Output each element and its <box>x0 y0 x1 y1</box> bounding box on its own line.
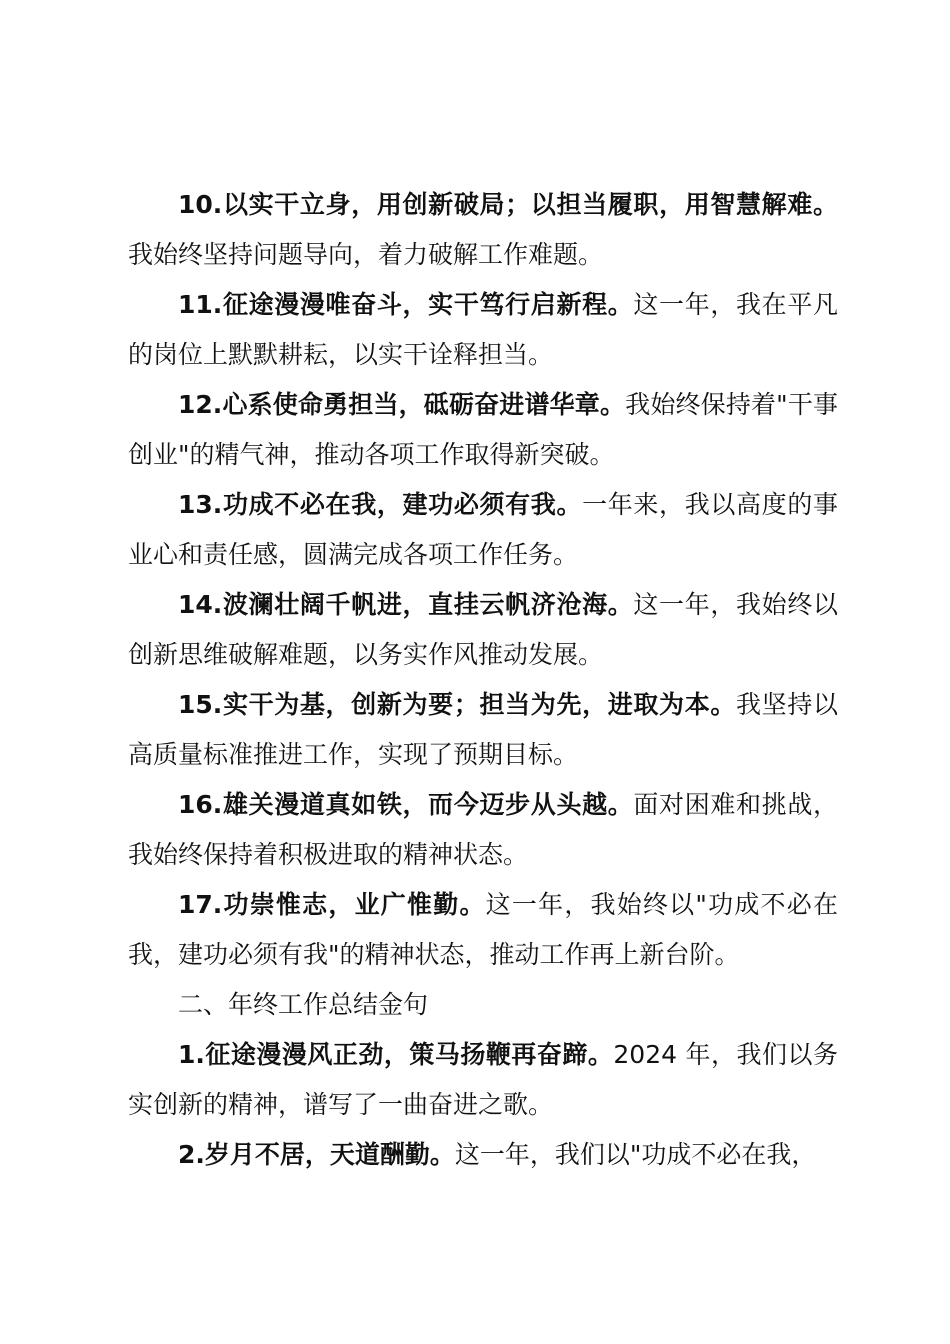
paragraph-12 <box>128 380 838 480</box>
paragraph-14 <box>128 580 838 680</box>
paragraph-text: 我坚持以高质量标准推进工作，实现了预期目标。 <box>128 690 838 769</box>
paragraph-13 <box>128 480 838 580</box>
paragraph-lead: 12.心系使命勇担当，砥砺奋进谱华章。 <box>178 390 626 419</box>
paragraph-lead: 16.雄关漫道真如铁，而今迈步从头越。 <box>178 790 634 819</box>
section-heading: 二、年终工作总结金句 <box>178 990 429 1019</box>
document-body <box>128 180 838 1180</box>
paragraph-lead: 2.岁月不居，天道酬勤。 <box>178 1140 455 1169</box>
paragraph-lead: 11.征途漫漫唯奋斗，实干笃行启新程。 <box>178 290 634 319</box>
paragraph-lead: 14.波澜壮阔千帆进，直挂云帆济沧海。 <box>178 590 634 619</box>
paragraph-text: 这一年，我们以"功成不必在我， <box>454 1140 817 1169</box>
paragraph-text: 我始终保持着"干事创业"的精气神，推动各项工作取得新突破。 <box>128 390 839 469</box>
paragraph-text: 2024 年，我们以务实创新的精神，谱写了一曲奋进之歌。 <box>128 1040 838 1119</box>
paragraph-text: 这一年，我始终以创新思维破解难题，以务实作风推动发展。 <box>128 590 838 669</box>
paragraph-lead: 15.实干为基，创新为要；担当为先，进取为本。 <box>178 690 737 719</box>
paragraph-11 <box>128 280 838 380</box>
paragraph-lead: 17.功崇惟志，业广惟勤。 <box>178 890 486 919</box>
paragraph-text: 面对困难和挑战，我始终保持着积极进取的精神状态。 <box>128 790 838 869</box>
section-paragraph-2 <box>128 1130 838 1180</box>
paragraph-17 <box>128 880 838 980</box>
paragraph-16 <box>128 780 838 880</box>
paragraph-text: 这一年，我在平凡的岗位上默默耕耘，以实干诠释担当。 <box>128 290 838 369</box>
paragraph-lead: 10.以实干立身，用创新破局；以担当履职，用智慧解难。 <box>178 190 838 219</box>
paragraph-text: 一年来，我以高度的事业心和责任感，圆满完成各项工作任务。 <box>128 490 838 569</box>
section-paragraph-1 <box>128 1030 838 1130</box>
paragraph-lead: 1.征途漫漫风正劲，策马扬鞭再奋蹄。 <box>178 1040 614 1069</box>
paragraph-text: 我始终坚持问题导向，着力破解工作难题。 <box>128 240 604 269</box>
paragraph-text: 这一年，我始终以"功成不必在我，建功必须有我"的精神状态，推动工作再上新台阶。 <box>128 890 838 969</box>
paragraph-lead: 13.功成不必在我，建功必须有我。 <box>178 490 583 519</box>
paragraph-10 <box>128 180 838 280</box>
paragraph-15 <box>128 680 838 780</box>
